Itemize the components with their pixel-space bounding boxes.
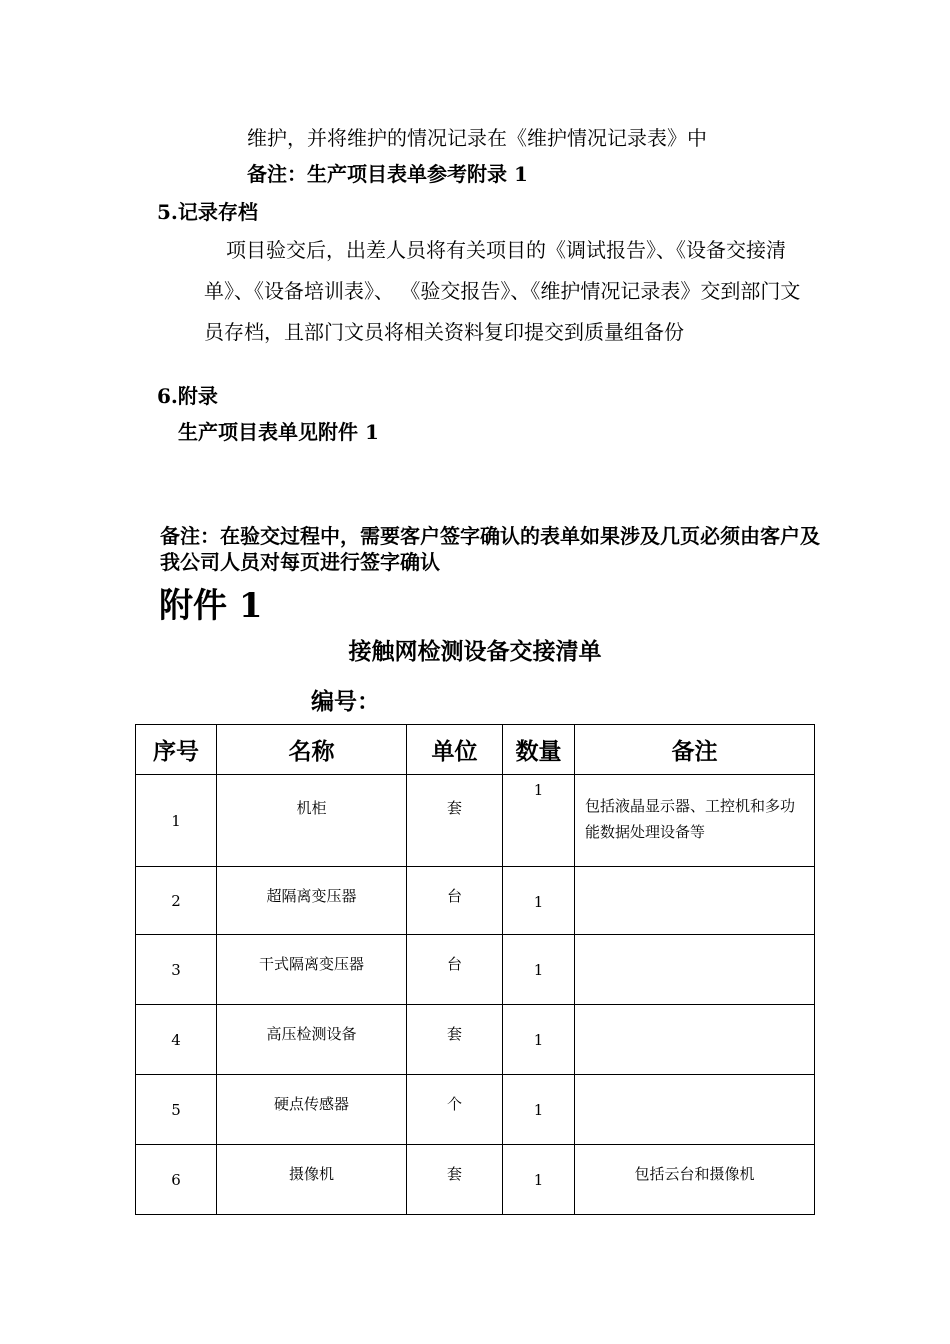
header-qty: 数量 bbox=[503, 725, 575, 775]
cell-name bbox=[217, 1005, 407, 1075]
cell-unit-text: 台 bbox=[446, 887, 462, 905]
list-title: 接触网检测设备交接清单 bbox=[348, 638, 602, 665]
section-5-heading: 5.记录存档 bbox=[157, 200, 258, 224]
cell-qty-text: 1 bbox=[533, 1101, 544, 1119]
cell-unit bbox=[407, 775, 503, 867]
attachment-label: 附件 1 bbox=[159, 586, 263, 626]
cell-unit-text: 套 bbox=[446, 1025, 462, 1043]
table-row bbox=[136, 775, 815, 867]
cell-name bbox=[217, 867, 407, 935]
cell-name-text: 高压检测设备 bbox=[266, 1025, 357, 1043]
cell-no: 6 bbox=[136, 1145, 217, 1215]
cell-remark-text: 包括云台和摄像机 bbox=[634, 1165, 755, 1183]
cell-qty bbox=[503, 1005, 575, 1075]
header-unit: 单位 bbox=[407, 725, 503, 775]
cell-qty bbox=[503, 775, 575, 867]
cell-remark bbox=[575, 1145, 815, 1215]
cell-unit bbox=[407, 867, 503, 935]
header-no: 序号 bbox=[136, 725, 217, 775]
table-row bbox=[136, 1145, 815, 1215]
cell-remark bbox=[575, 1075, 815, 1145]
cell-qty-text: 1 bbox=[533, 781, 544, 799]
cell-qty bbox=[503, 867, 575, 935]
cell-qty-text: 1 bbox=[533, 961, 544, 979]
cell-name-text: 硬点传感器 bbox=[273, 1095, 349, 1113]
cell-qty-text: 1 bbox=[533, 1171, 544, 1189]
cell-qty bbox=[503, 1075, 575, 1145]
cell-no: 2 bbox=[136, 867, 217, 935]
cell-no: 5 bbox=[136, 1075, 217, 1145]
cell-qty bbox=[503, 1145, 575, 1215]
cell-name bbox=[217, 775, 407, 867]
header-name: 名称 bbox=[217, 725, 407, 775]
cell-unit bbox=[407, 935, 503, 1005]
cell-qty-text: 1 bbox=[533, 893, 544, 911]
cell-unit-text: 台 bbox=[446, 955, 462, 973]
cell-name bbox=[217, 1145, 407, 1215]
cell-name-text: 摄像机 bbox=[288, 1165, 334, 1183]
section-5-paragraph-text: 项目验交后，出差人员将有关项目的《调试报告》、《设备交接清单》、《设备培训表》、 《验交报告》、《维护情况记录表》交到部门文员存档，且部门文员将相关资料复印提交到质量组备份 bbox=[204, 238, 801, 344]
cell-qty-text: 1 bbox=[533, 1031, 544, 1049]
section-6-line: 生产项目表单见附件 1 bbox=[178, 420, 379, 444]
cell-unit-text: 套 bbox=[446, 799, 462, 817]
table-header-row bbox=[136, 725, 815, 775]
cell-remark bbox=[575, 867, 815, 935]
cell-remark bbox=[575, 1005, 815, 1075]
handover-table bbox=[135, 724, 815, 1215]
code-label: 编号： bbox=[311, 688, 380, 715]
section-6-heading: 6.附录 bbox=[157, 384, 218, 408]
cell-no: 4 bbox=[136, 1005, 217, 1075]
cell-unit-text: 套 bbox=[446, 1165, 462, 1183]
cell-remark-text: 包括液晶显示器、工控机和多功能数据处理设备等 bbox=[585, 797, 796, 841]
section-5-paragraph bbox=[204, 230, 814, 353]
continuation-line: 维护，并将维护的情况记录在《维护情况记录表》中 bbox=[247, 126, 707, 150]
table-row bbox=[136, 935, 815, 1005]
cell-name bbox=[217, 935, 407, 1005]
cell-unit bbox=[407, 1075, 503, 1145]
cell-name bbox=[217, 1075, 407, 1145]
cell-remark bbox=[575, 775, 815, 867]
table-row bbox=[136, 1075, 815, 1145]
cell-no: 1 bbox=[136, 775, 217, 867]
cell-name-text: 干式隔离变压器 bbox=[258, 955, 364, 973]
table-row bbox=[136, 1005, 815, 1075]
cell-name-text: 机柜 bbox=[296, 799, 327, 817]
header-remark: 备注 bbox=[575, 725, 815, 775]
note-appendix-reference: 备注：生产项目表单参考附录 1 bbox=[247, 162, 528, 186]
cell-qty bbox=[503, 935, 575, 1005]
cell-unit bbox=[407, 1005, 503, 1075]
cell-unit-text: 个 bbox=[446, 1095, 462, 1113]
cell-unit bbox=[407, 1145, 503, 1215]
table-row bbox=[136, 867, 815, 935]
signature-note: 备注：在验交过程中，需要客户签字确认的表单如果涉及几页必须由客户及我公司人员对每页进行签字确认 bbox=[160, 524, 820, 574]
cell-name-text: 超隔离变压器 bbox=[266, 887, 357, 905]
cell-no: 3 bbox=[136, 935, 217, 1005]
cell-remark bbox=[575, 935, 815, 1005]
